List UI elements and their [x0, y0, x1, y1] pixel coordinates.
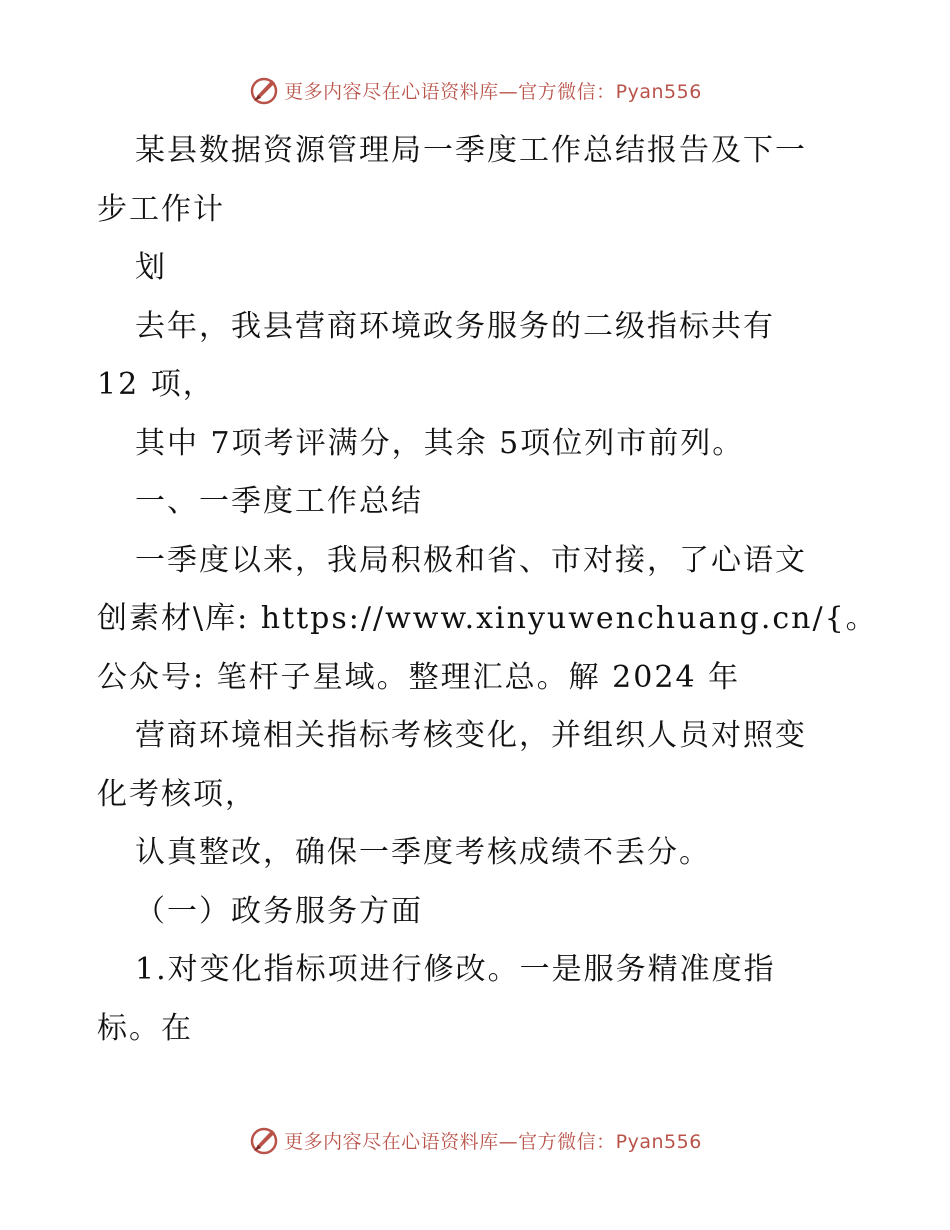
text-line: 1.对变化指标项进行修改。一是服务精准度指	[135, 952, 776, 987]
text-line: 认真整改，确保一季度考核成绩不丢分。	[135, 835, 711, 870]
text-line: 去年，我县营商环境政务服务的二级指标共有	[135, 308, 775, 344]
text-line: 其中 7项考评满分，其余 5项位列市前列。	[135, 425, 745, 461]
text-line: 创素材\库: https://www.xinyuwenchuang.cn/{。	[97, 601, 878, 636]
text-line: 营商环境相关指标考核变化，并组织人员对照变	[135, 718, 807, 753]
text-line: 公众号: 笔杆子星域。整理汇总。解 2024 年	[97, 659, 741, 695]
text-line: 化考核项，	[97, 776, 257, 812]
banner-label: 更多内容尽在心语资料库—官方微信：	[284, 80, 616, 103]
banner-wechat-id: Pyan556	[615, 80, 702, 103]
quill-logo-icon	[248, 1124, 280, 1156]
text-line: 一季度以来，我局积极和省、市对接，了心语文	[135, 542, 807, 578]
banner-text	[284, 1127, 702, 1154]
document-body	[97, 122, 878, 1058]
text-line: 标。在	[97, 1010, 193, 1046]
footer-banner	[0, 1120, 950, 1160]
text-line: 步工作计	[97, 191, 225, 227]
section-heading: 一、一季度工作总结	[135, 484, 423, 519]
subsection-heading: （一）政务服务方面	[135, 893, 423, 929]
banner-wechat-id: Pyan556	[615, 1130, 702, 1153]
header-banner	[0, 70, 950, 110]
text-line: 12 项，	[97, 367, 215, 402]
banner-text	[284, 77, 702, 104]
quill-logo-icon	[248, 74, 280, 106]
text-line: 某县数据资源管理局一季度工作总结报告及下一	[135, 133, 807, 168]
banner-label: 更多内容尽在心语资料库—官方微信：	[284, 1130, 616, 1153]
text-line: 划	[135, 250, 167, 285]
